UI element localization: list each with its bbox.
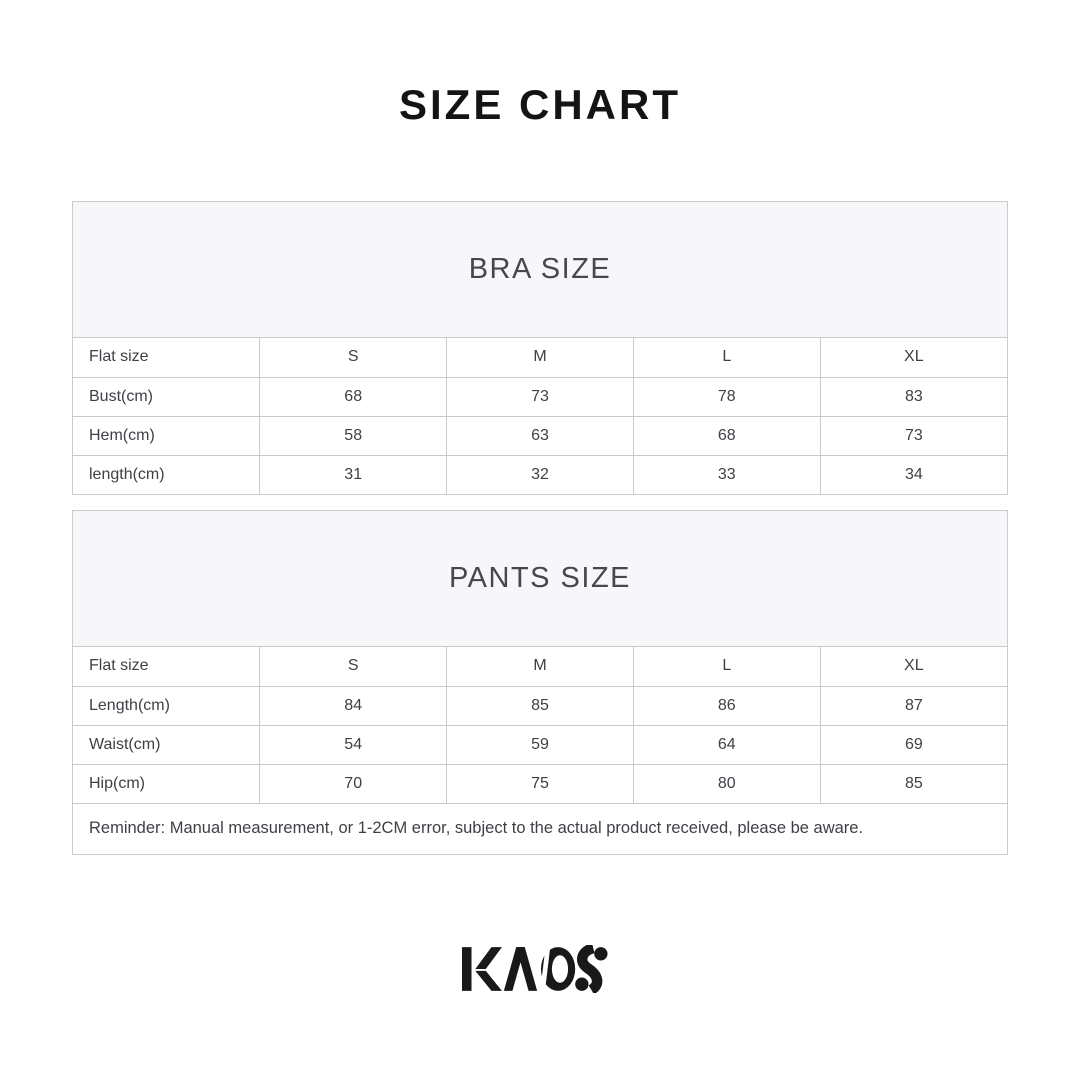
bra-size-card (72, 201, 1008, 495)
table-header-row (73, 338, 1007, 377)
cell-value: 68 (633, 416, 820, 455)
page-title: SIZE CHART (399, 81, 681, 128)
column-header: Flat size (73, 338, 260, 377)
column-header: XL (820, 647, 1007, 686)
cell-value: 31 (260, 455, 447, 494)
cell-value: 70 (260, 764, 447, 803)
column-header: S (260, 338, 447, 377)
table-row (73, 377, 1007, 416)
cell-value: 59 (447, 725, 634, 764)
cell-value: 63 (447, 416, 634, 455)
column-header: L (633, 647, 820, 686)
column-header: S (260, 647, 447, 686)
column-header: XL (820, 338, 1007, 377)
measurement-reminder-note: Reminder: Manual measurement, or 1-2CM error, subject to the actual product received, please be aware. (73, 803, 1007, 854)
cell-value: 86 (633, 686, 820, 725)
row-label: Bust(cm) (73, 377, 260, 416)
cell-value: 87 (820, 686, 1007, 725)
column-header: M (447, 338, 634, 377)
table-row (73, 764, 1007, 803)
column-header: L (633, 338, 820, 377)
pants-size-card (72, 510, 1008, 855)
cell-value: 80 (633, 764, 820, 803)
row-label: Hem(cm) (73, 416, 260, 455)
row-label: length(cm) (73, 455, 260, 494)
table-row (73, 416, 1007, 455)
pants-size-heading: PANTS SIZE (73, 511, 1007, 647)
cell-value: 54 (260, 725, 447, 764)
note-row (73, 803, 1007, 854)
cell-value: 34 (820, 455, 1007, 494)
column-header: Flat size (73, 647, 260, 686)
cell-value: 58 (260, 416, 447, 455)
cell-value: 83 (820, 377, 1007, 416)
cell-value: 75 (447, 764, 634, 803)
bra-size-table (73, 338, 1007, 494)
cell-value: 85 (820, 764, 1007, 803)
cell-value: 73 (820, 416, 1007, 455)
cell-value: 32 (447, 455, 634, 494)
bra-size-heading: BRA SIZE (73, 202, 1007, 338)
table-row (73, 725, 1007, 764)
row-label: Length(cm) (73, 686, 260, 725)
cell-value: 33 (633, 455, 820, 494)
kaos-logo (462, 945, 618, 993)
brand-logo-container (0, 945, 1080, 993)
table-header-row (73, 647, 1007, 686)
row-label: Hip(cm) (73, 764, 260, 803)
cell-value: 84 (260, 686, 447, 725)
row-label: Waist(cm) (73, 725, 260, 764)
table-row (73, 686, 1007, 725)
column-header: M (447, 647, 634, 686)
cell-value: 78 (633, 377, 820, 416)
table-row (73, 455, 1007, 494)
cell-value: 68 (260, 377, 447, 416)
pants-size-table (73, 647, 1007, 854)
cell-value: 64 (633, 725, 820, 764)
cell-value: 69 (820, 725, 1007, 764)
cell-value: 85 (447, 686, 634, 725)
cell-value: 73 (447, 377, 634, 416)
